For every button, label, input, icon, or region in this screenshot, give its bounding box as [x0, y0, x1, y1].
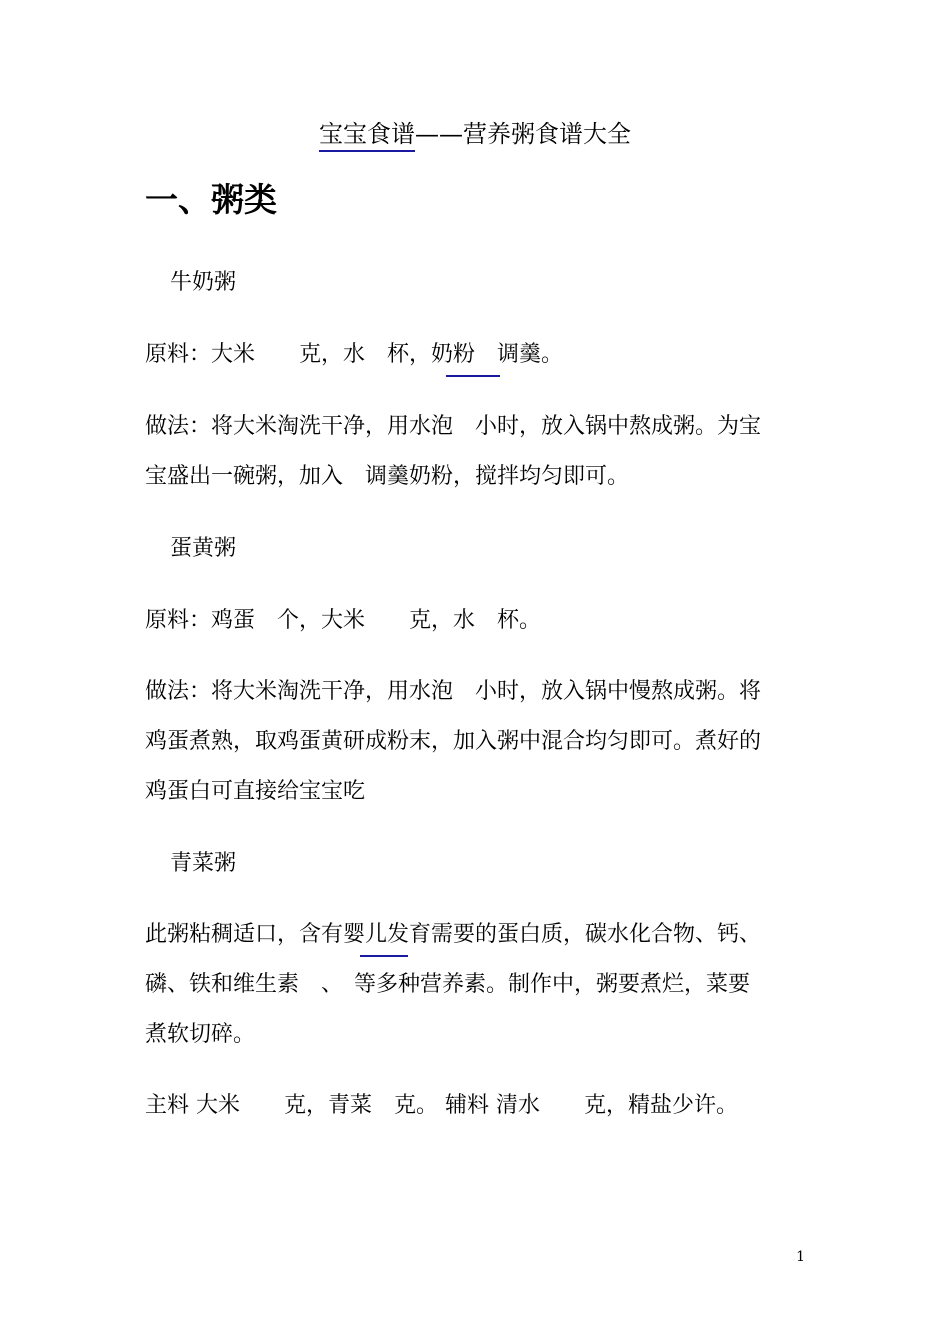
page-title — [0, 117, 950, 151]
recipe-description-line: 煮软切碎。 — [145, 1022, 256, 1047]
page-number: 1 — [796, 1249, 805, 1265]
title-rest: ——营养粥食谱大全 — [415, 120, 631, 148]
milk-powder-link-underline[interactable] — [446, 375, 500, 377]
title-link[interactable]: 宝宝食谱 — [319, 120, 415, 152]
recipe-description-line: 磷、铁和维生素 、 等多种营养素。制作中，粥要煮烂，菜要 — [145, 972, 751, 997]
recipe-name-vegetable-porridge: 青菜粥 — [170, 851, 237, 876]
recipe-name-milk-porridge: 牛奶粥 — [170, 270, 237, 295]
recipe-method-line: 鸡蛋白可直接给宝宝吃 — [145, 779, 366, 804]
recipe-method-line: 做法：将大米淘洗干净，用水泡 小时，放入锅中熬成粥。为宝 — [145, 414, 762, 439]
recipe-method-line: 做法：将大米淘洗干净，用水泡 小时，放入锅中慢熬成粥。将 — [145, 679, 762, 704]
section-heading: 一、粥类 — [145, 180, 277, 219]
recipe-method-line: 鸡蛋煮熟，取鸡蛋黄研成粉末，加入粥中混合均匀即可。煮好的 — [145, 729, 762, 754]
recipe-description-line: 此粥粘稠适口，含有婴儿发育需要的蛋白质，碳水化合物、钙、 — [145, 922, 762, 947]
recipe-name-egg-yolk-porridge: 蛋黄粥 — [170, 536, 237, 561]
infant-link-underline[interactable] — [360, 955, 408, 957]
recipe-ingredients-egg-yolk-porridge: 原料：鸡蛋 个，大米 克，水 杯。 — [145, 608, 542, 633]
recipe-method-line: 宝盛出一碗粥，加入 调羹奶粉，搅拌均匀即可。 — [145, 464, 630, 489]
recipe-ingredients-vegetable-porridge: 主料 大米 克，青菜 克。 辅料 清水 克，精盐少许。 — [145, 1093, 738, 1118]
recipe-ingredients-milk-porridge: 原料：大米 克，水 杯，奶粉 调羹。 — [145, 342, 564, 367]
